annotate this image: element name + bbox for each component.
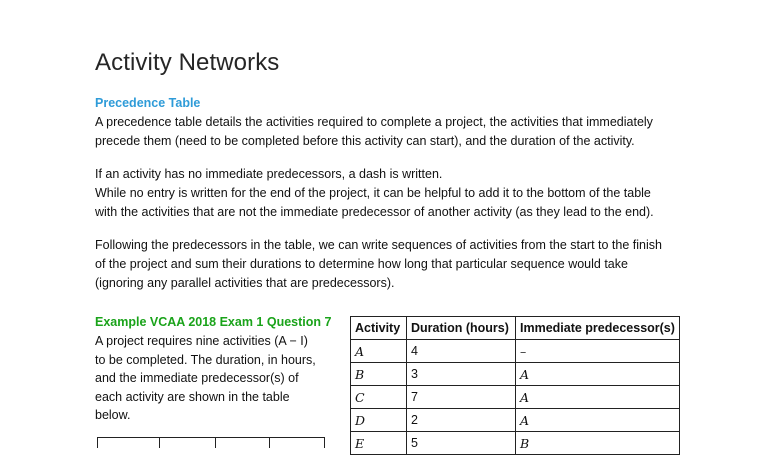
paragraph-line: If an activity has no immediate predecessors, a dash is written. <box>95 167 443 181</box>
cell-predecessor: A <box>516 386 680 409</box>
example-line: below. <box>95 408 131 422</box>
cell-duration: 7 <box>407 386 516 409</box>
cell-duration: 4 <box>407 340 516 363</box>
cell-activity: E <box>351 432 407 455</box>
cell-duration: 3 <box>407 363 516 386</box>
table-divider <box>159 438 160 448</box>
table-row <box>351 409 680 432</box>
example-line: A project requires nine activities (A − I) <box>95 334 308 348</box>
example-text <box>95 332 335 425</box>
table-row <box>351 363 680 386</box>
cell-predecessor: – <box>516 340 680 363</box>
header-duration: Duration (hours) <box>407 317 516 340</box>
cell-activity: D <box>351 409 407 432</box>
cell-activity: A <box>351 340 407 363</box>
example-heading: Example VCAA 2018 Exam 1 Question 7 <box>95 315 332 329</box>
header-activity: Activity <box>351 317 407 340</box>
paragraph-line: (ignoring any parallel activities that are predecessors). <box>95 276 395 290</box>
cell-predecessor: B <box>516 432 680 455</box>
cell-predecessor: A <box>516 409 680 432</box>
paragraph-dash-rule <box>95 165 715 222</box>
cell-duration: 5 <box>407 432 516 455</box>
example-line: and the immediate predecessor(s) of <box>95 371 299 385</box>
paragraph-sequences <box>95 236 715 293</box>
table-row <box>351 340 680 363</box>
cell-predecessor: A <box>516 363 680 386</box>
paragraph-line: of the project and sum their durations to determine how long that particular sequence would take <box>95 257 628 271</box>
table-divider <box>269 438 270 448</box>
table-divider <box>97 438 98 448</box>
paragraph-line: While no entry is written for the end of the project, it can be helpful to add it to the bottom of the table <box>95 186 651 200</box>
table-row <box>351 432 680 455</box>
header-predecessor: Immediate predecessor(s) <box>516 317 680 340</box>
precedence-table <box>350 316 680 455</box>
table-divider <box>324 438 325 448</box>
section-heading-precedence-table: Precedence Table <box>95 96 201 110</box>
table-header-row <box>351 317 680 340</box>
paragraph-line: precede them (need to be completed before this activity can start), and the duration of the activity. <box>95 134 635 148</box>
example-table-top-edge <box>97 437 325 448</box>
cell-activity: C <box>351 386 407 409</box>
cell-duration: 2 <box>407 409 516 432</box>
cell-activity: B <box>351 363 407 386</box>
table-row <box>351 386 680 409</box>
paragraph-line: A precedence table details the activities required to complete a project, the activities that immediately <box>95 115 653 129</box>
paragraph-line: Following the predecessors in the table, we can write sequences of activities from the start to the finish <box>95 238 662 252</box>
table-divider <box>215 438 216 448</box>
example-line: each activity are shown in the table <box>95 389 290 404</box>
paragraph-intro <box>95 113 715 151</box>
example-line: to be completed. The duration, in hours, <box>95 352 316 367</box>
paragraph-line: with the activities that are not the immediate predecessor of another activity (as they lead to the end). <box>95 205 654 219</box>
page-title: Activity Networks <box>95 49 280 76</box>
